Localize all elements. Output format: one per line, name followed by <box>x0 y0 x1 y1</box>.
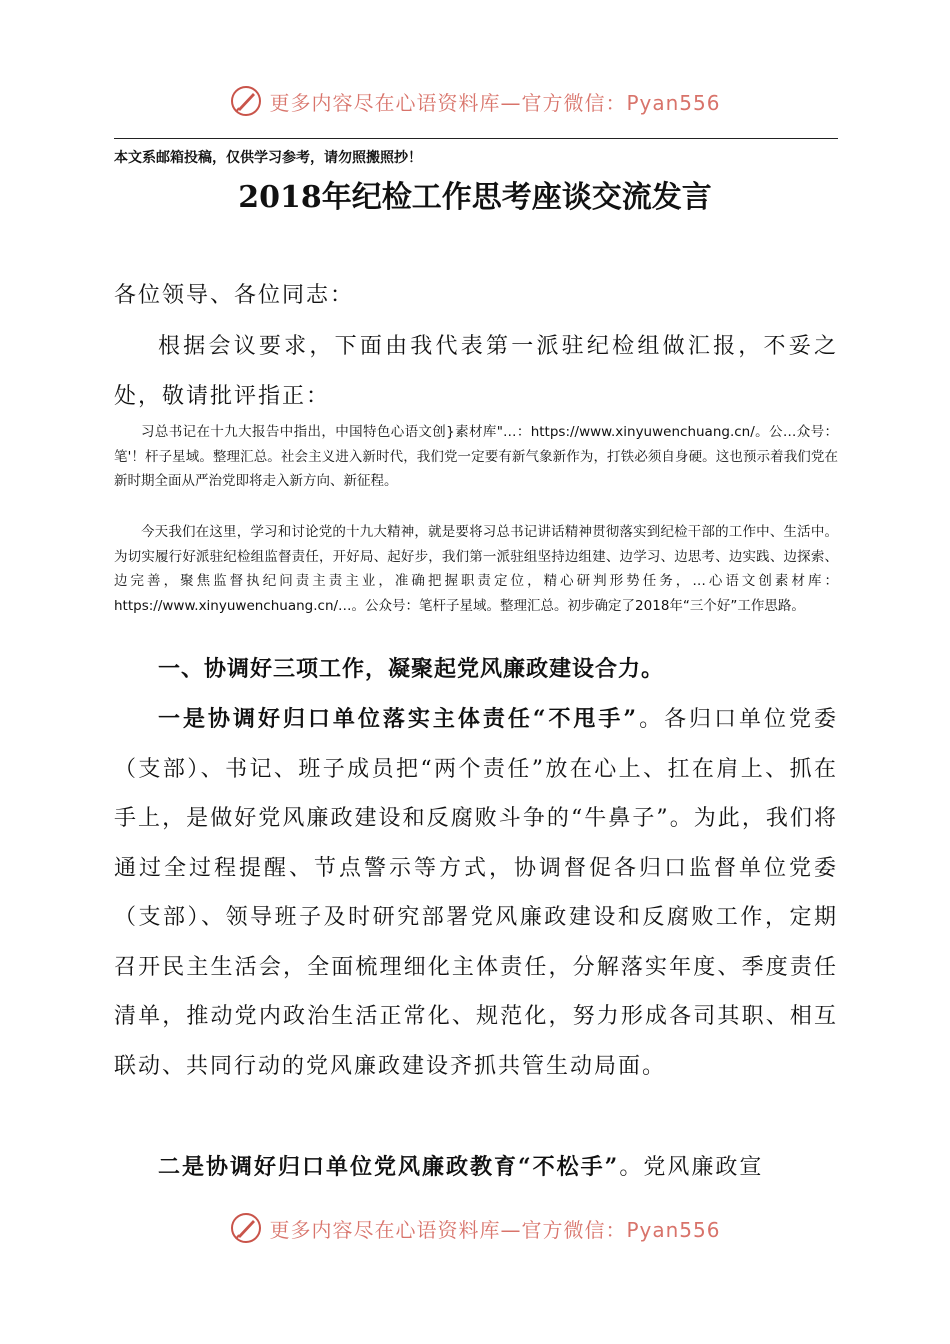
intro-paragraph: 根据会议要求，下面由我代表第一派驻纪检组做汇报，不妥之处，敬请批评指正： <box>114 334 838 409</box>
section-heading-1: 一、协调好三项工作，凝聚起党风廉政建设合力。 <box>158 656 665 682</box>
header-divider <box>114 138 838 139</box>
header-banner-text: 更多内容尽在心语资料库—官方微信：Pyan556 <box>269 90 721 115</box>
footer-banner <box>0 1205 950 1251</box>
salutation: 各位领导、各位同志： <box>114 283 355 308</box>
item-2-lead: 二是协调好归口单位党风廉政教育“不松手” <box>158 1154 620 1180</box>
document-title: 2018年纪检工作思考座谈交流发言 <box>238 180 712 215</box>
item-2-paragraph <box>114 1143 838 1193</box>
header-banner <box>0 78 950 124</box>
quill-logo-icon <box>229 84 263 118</box>
body-paragraph-1: 习总书记在十九大报告中指出，中国特色心语文创}素材库"…：https://www.xinyuwenchuang.cn/。公…众号：笔'！杆子星域。整理汇总。社会主义进入新时代，我们党一定要有新气象新作为，打铁必须自身硬。这也预示着我们党在新时期全面从严治党即将走入新方向、新征程。 <box>114 424 839 489</box>
item-1-paragraph <box>114 695 838 1091</box>
item-2-body: 。党风廉政宣 <box>619 1155 764 1180</box>
item-1-body: 。各归口单位党委（支部）、书记、班子成员把“两个责任”放在心上、扛在肩上、抓在手上，是做好党风廉政建设和反腐败斗争的“牛鼻子”。为此，我们将通过全过程提醒、节点警示等方式，协调督促各归口监督单位党委（支部）、领导班子及时研究部署党风廉政建设和反腐败工作，定期召开民主生活会，全面梳理细化主体责任，分解落实年度、季度责任清单，推动党内政治生活正常化、规范化，努力形成各司其职、相互联动、共同行动的党风廉政建设齐抓共管生动局面。 <box>114 707 838 1079</box>
copyright-notice: 本文系邮箱投稿，仅供学习参考，请勿照搬照抄！ <box>114 150 422 166</box>
body-paragraph-2: 今天我们在这里，学习和讨论党的十九大精神，就是要将习总书记讲话精神贯彻落实到纪检干部的工作中、生活中。为切实履行好派驻纪检组监督责任，开好局、起好步，我们第一派驻组坚持边组建、边学习、边思考、边实践、边探索、边完善，聚焦监督执纪问责主责主业，准确把握职责定位，精心研判形势任务，…心语文创素材库：https://www.xinyuwenchuang.cn/…。公众号：笔杆子星域。整理汇总。初步确定了2018年“三个好”工作思路。 <box>114 524 838 614</box>
item-1-lead: 一是协调好归口单位落实主体责任“不甩手” <box>158 706 639 732</box>
quill-logo-icon <box>229 1211 263 1245</box>
footer-banner-text: 更多内容尽在心语资料库—官方微信：Pyan556 <box>269 1217 721 1242</box>
